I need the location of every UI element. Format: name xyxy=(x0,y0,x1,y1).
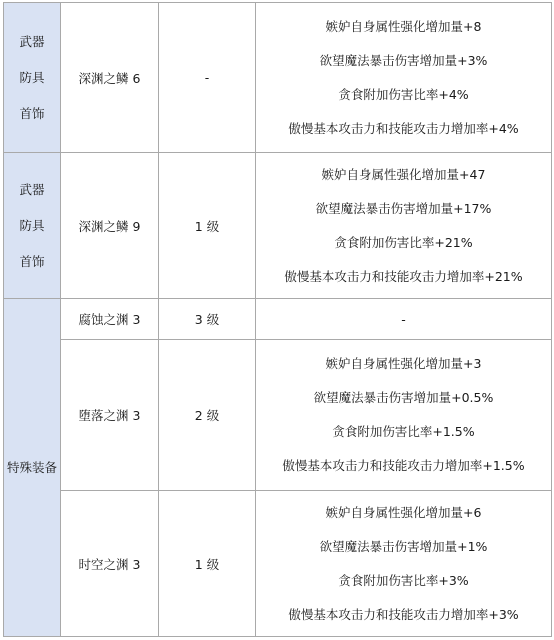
category-line: 武器 xyxy=(19,181,45,197)
effect-line: 贪食附加伤害比率+3% xyxy=(338,572,469,588)
item-name: 深渊之鳞 6 xyxy=(61,3,159,153)
item-level: 1 级 xyxy=(159,153,256,299)
effects-cell xyxy=(256,340,552,491)
category-cell xyxy=(4,153,61,299)
item-name: 堕落之渊 3 xyxy=(61,340,159,491)
item-level: - xyxy=(159,3,256,153)
effect-line: 嫉妒自身属性强化增加量+6 xyxy=(325,504,482,520)
effect-line: 傲慢基本攻击力和技能攻击力增加率+3% xyxy=(288,606,519,622)
effects-cell xyxy=(256,491,552,637)
item-name: 时空之渊 3 xyxy=(61,491,159,637)
category-line: 防具 xyxy=(19,69,45,85)
effect-line: 嫉妒自身属性强化增加量+47 xyxy=(321,166,486,182)
item-level: 1 级 xyxy=(159,491,256,637)
table-row xyxy=(4,153,552,299)
effect-line: 傲慢基本攻击力和技能攻击力增加率+21% xyxy=(284,268,523,284)
item-name: 深渊之鳞 9 xyxy=(61,153,159,299)
category-line: 防具 xyxy=(19,217,45,233)
category-line: 首饰 xyxy=(19,253,45,269)
category-line: 首饰 xyxy=(19,105,45,121)
category-line: 武器 xyxy=(19,33,45,49)
equipment-table xyxy=(3,2,552,637)
effects-cell: - xyxy=(256,299,552,340)
effect-line: 贪食附加伤害比率+4% xyxy=(338,86,469,102)
item-level: 3 级 xyxy=(159,299,256,340)
item-name: 腐蚀之渊 3 xyxy=(61,299,159,340)
effect-line: 贪食附加伤害比率+21% xyxy=(334,234,473,250)
effect-line: 贪食附加伤害比率+1.5% xyxy=(332,424,475,439)
table-row xyxy=(4,3,552,153)
category-cell: 特殊装备 xyxy=(4,299,61,637)
effect-line: 欲望魔法暴击伤害增加量+3% xyxy=(319,52,488,68)
effect-line: 傲慢基本攻击力和技能攻击力增加率+4% xyxy=(288,120,519,136)
effects-cell xyxy=(256,3,552,153)
effect-line: 傲慢基本攻击力和技能攻击力增加率+1.5% xyxy=(282,458,525,473)
table-row xyxy=(4,491,552,637)
category-cell xyxy=(4,3,61,153)
effect-line: 嫉妒自身属性强化增加量+8 xyxy=(325,18,482,34)
effect-line: 欲望魔法暴击伤害增加量+0.5% xyxy=(313,390,494,405)
table-row xyxy=(4,299,552,340)
effects-cell xyxy=(256,153,552,299)
effect-line: 嫉妒自身属性强化增加量+3 xyxy=(325,356,482,371)
effect-line: 欲望魔法暴击伤害增加量+1% xyxy=(319,538,488,554)
item-level: 2 级 xyxy=(159,340,256,491)
table-row xyxy=(4,340,552,491)
effect-line: 欲望魔法暴击伤害增加量+17% xyxy=(315,200,492,216)
